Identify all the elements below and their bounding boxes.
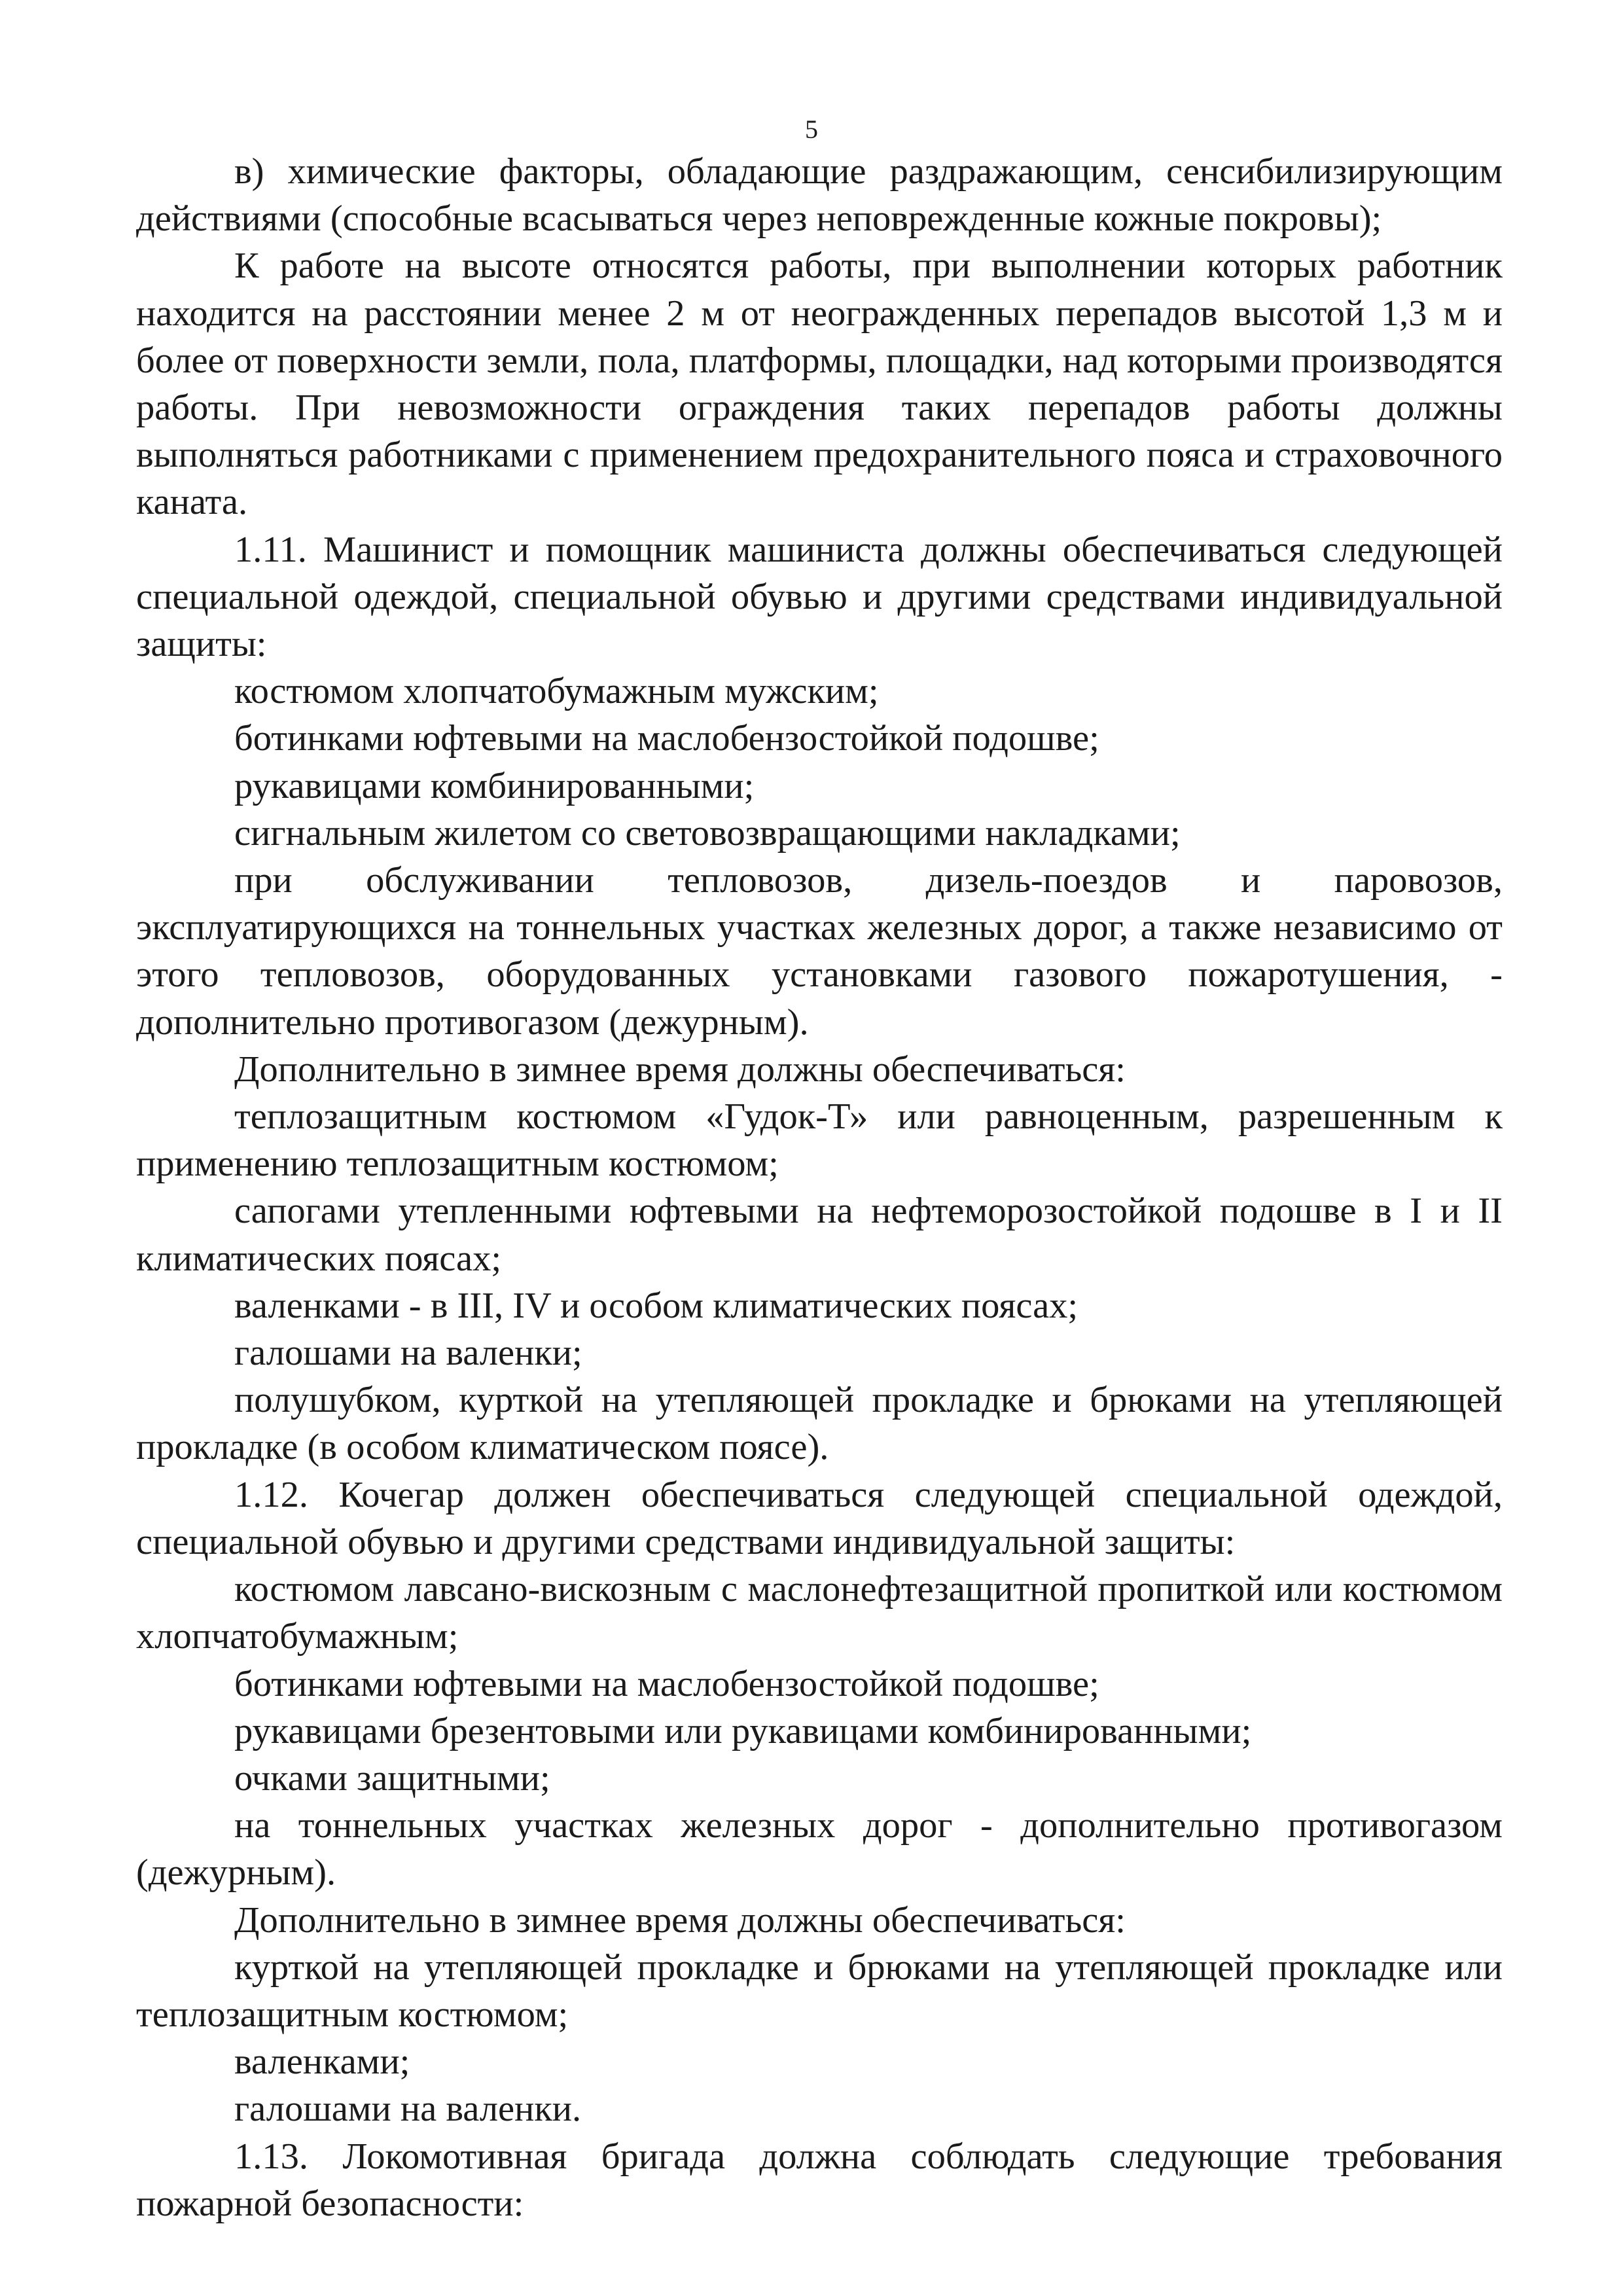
list-item: очками защитными;: [234, 1757, 550, 1799]
paragraph-winter-heading: Дополнительно в зимнее время должны обеспечиваться:: [234, 1899, 1126, 1941]
list-item: ботинками юфтевыми на маслобензостойкой подошве;: [234, 718, 1099, 759]
list-item: валенками - в III, IV и особом климатических поясах;: [234, 1285, 1079, 1326]
clause-1-13: 1.13. Локомотивная бригада должна соблюдать следующие требования пожарной безопасности:: [136, 2136, 1503, 2224]
list-item: валенками;: [234, 2041, 410, 2083]
list-item: при обслуживании тепловозов, дизель-поездов и паровозов, эксплуатирующихся на тоннельных участках железных дорог, а также независимо от этого тепловозов, оборудованных установками газового пожаротушения, - дополнительно противогазом (дежурным).: [136, 860, 1503, 1043]
paragraph-chemical-factors: в) химические факторы, обладающие раздражающим, сенсибилизирующим действиями (способные всасываться через неповрежденные кожные покровы);: [136, 151, 1503, 240]
list-item: галошами на валенки.: [234, 2089, 582, 2130]
list-item: галошами на валенки;: [234, 1333, 582, 1374]
list-item: на тоннельных участках железных дорог - дополнительно противогазом (дежурным).: [136, 1805, 1503, 1893]
list-item: курткой на утепляющей прокладке и брюками на утепляющей прокладке или теплозащитным костюмом;: [136, 1946, 1503, 2035]
list-item: сигнальным жилетом со световозвращающими накладками;: [234, 812, 1181, 853]
page-number: 5: [805, 115, 818, 144]
document-body: [136, 148, 1503, 2227]
paragraph-winter-heading: Дополнительно в зимнее время должны обеспечиваться:: [234, 1049, 1126, 1090]
list-item: рукавицами комбинированными;: [234, 765, 755, 806]
list-item: сапогами утепленными юфтевыми на нефтеморозостойкой подошве в I и II климатических поясах;: [136, 1191, 1503, 1279]
list-item: ботинками юфтевыми на маслобензостойкой подошве;: [234, 1663, 1099, 1704]
list-item: рукавицами брезентовыми или рукавицами комбинированными;: [234, 1710, 1252, 1751]
paragraph-height-work: К работе на высоте относятся работы, при выполнении которых работник находится на расстоянии менее 2 м от неогражденных перепадов высотой 1,3 м и более от поверхности земли, пола, платформы, площадки, над которыми производятся работы. При невозможности ограждения таких перепадов работы должны выполняться работниками с применением предохранительного пояса и страховочного каната.: [136, 245, 1503, 523]
list-item: костюмом хлопчатобумажным мужским;: [234, 671, 879, 712]
list-item: теплозащитным костюмом «Гудок-Т» или равноценным, разрешенным к применению теплозащитным костюмом;: [136, 1096, 1503, 1185]
clause-1-12: 1.12. Кочегар должен обеспечиваться следующей специальной одеждой, специальной обувью и другими средствами индивидуальной защиты:: [136, 1474, 1503, 1562]
clause-1-11: 1.11. Машинист и помощник машиниста должны обеспечиваться следующей специальной одеждой, специальной обувью и другими средствами индивидуальной защиты:: [136, 529, 1503, 665]
list-item: полушубком, курткой на утепляющей прокладке и брюками на утепляющей прокладке (в особом климатическом поясе).: [136, 1380, 1503, 1468]
list-item: костюмом лавсано-вискозным с маслонефтезащитной пропиткой или костюмом хлопчатобумажным;: [136, 1569, 1503, 1657]
